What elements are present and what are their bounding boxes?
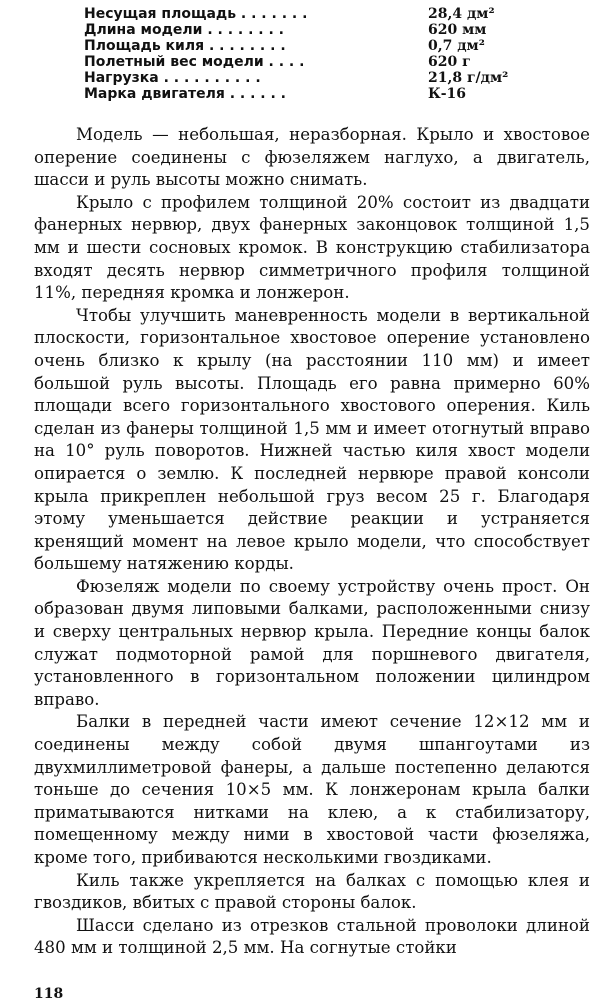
spec-value: К-16 <box>428 86 467 102</box>
spec-value: 21,8 г/дм² <box>428 70 509 86</box>
paragraph: Крыло с профилем толщиной 20% состоит из двадцати фанерных нервюр, двух фанерных законцовок толщиной 1,5 мм и шести сосновых кромок. В конструкцию стабилизатора входят десять нервюр симметричного профиля толщиной 11%, передняя кромка и лонжерон. <box>34 192 590 303</box>
spec-row <box>84 6 504 22</box>
spec-label: Нагрузка . . . . . . . . . . <box>84 70 261 86</box>
spec-label: Длина модели . . . . . . . . <box>84 22 284 38</box>
spec-row <box>84 54 504 70</box>
spec-row <box>84 86 504 102</box>
spec-value: 620 г <box>428 54 471 70</box>
paragraph: Модель — небольшая, неразборная. Крыло и хвостовое оперение соединены с фюзеляжем наглухо, а двигатель, шасси и руль высоты можно снимать. <box>34 125 590 190</box>
paragraph: Шасси сделано из отрезков стальной проволоки длиной 480 мм и толщиной 2,5 мм. На согнутые стойки <box>34 915 590 958</box>
paragraph: Чтобы улучшить маневренность модели в вертикальной плоскости, горизонтальное хвостовое оперение установлено очень близко к крылу (на расстоянии 110 мм) и имеет большой руль высоты. Площадь его равна примерно 60% площади всего горизонтального хвостового оперения. Киль сделан из фанеры толщиной 1,5 мм и имеет отогнутый вправо на 10° руль поворотов. Нижней частью киля хвост модели опирается о землю. К последней нервюре правой консоли крыла прикреплен небольшой груз весом 25 г. Благодаря этому уменьшается действие реакции и устраняется кренящий момент на левое крыло модели, что способствует большему натяжению корды. <box>34 305 590 574</box>
page-number: 118 <box>34 986 64 1002</box>
body-text <box>34 124 590 960</box>
spec-row <box>84 22 504 38</box>
paragraph: Балки в передней части имеют сечение 12×12 мм и соединены между собой двумя шпангоутами из двухмиллиметровой фанеры, а дальше постепенно делаются тоньше до сечения 10×5 мм. К лонжеронам крыла балки приматываются нитками на клею, а к стабилизатору, помещенному между ними в хвостовой части фюзеляжа, кроме того, прибиваются несколькими гвоздиками. <box>34 712 590 867</box>
spec-label: Марка двигателя . . . . . . <box>84 86 286 102</box>
spec-label: Несущая площадь . . . . . . . <box>84 6 308 22</box>
paragraph: Киль также укрепляется на балках с помощью клея и гвоздиков, вбитых с правой стороны балок. <box>34 870 590 913</box>
model-specs-table <box>84 6 509 102</box>
spec-value: 620 мм <box>428 22 487 38</box>
paragraph: Фюзеляж модели по своему устройству очень прост. Он образован двумя липовыми балками, расположенными снизу и сверху центральных нервюр крыла. Передние концы балок служат подмоторной рамой для поршневого двигателя, установленного в горизонтальном положении цилиндром вправо. <box>34 576 590 709</box>
spec-value: 0,7 дм² <box>428 38 485 54</box>
spec-label: Площадь киля . . . . . . . . <box>84 38 286 54</box>
spec-label: Полетный вес модели . . . . <box>84 54 305 70</box>
spec-row <box>84 38 504 54</box>
spec-value: 28,4 дм² <box>428 6 495 22</box>
spec-row <box>84 70 509 86</box>
